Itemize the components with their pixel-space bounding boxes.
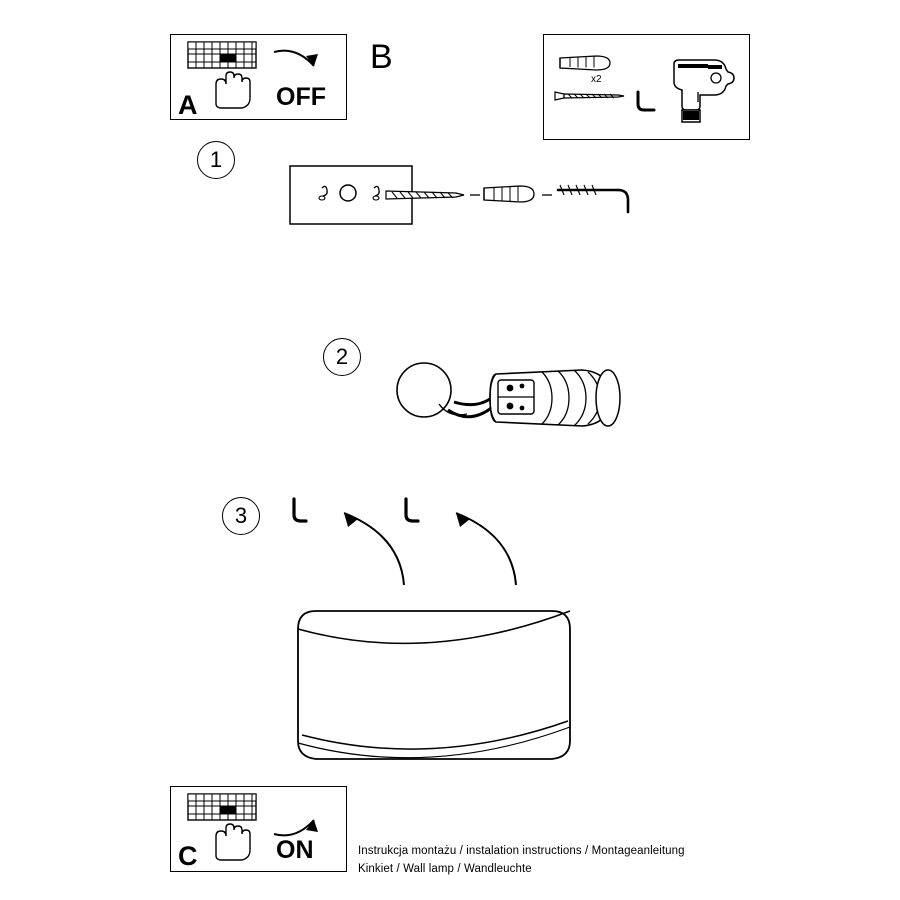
arrow-up-icon-c <box>268 796 328 840</box>
step-1-number: 1 <box>209 147 223 172</box>
step-3-number: 3 <box>234 503 248 528</box>
step-3-illustration <box>280 485 620 785</box>
circuit-breaker-panel-icon-c <box>186 792 266 862</box>
step-2-circle <box>323 338 361 376</box>
footer-caption <box>358 843 778 879</box>
circuit-breaker-panel-icon-a <box>186 40 266 110</box>
panel-b-label: B <box>370 38 393 76</box>
step-1-illustration <box>288 158 658 248</box>
wood-screw-icon <box>552 86 630 106</box>
footer-line-1: Instrukcja montażu / instalation instructions / Montageanleitung <box>358 845 685 857</box>
tools-quantity-label: x2 <box>591 74 602 85</box>
panel-a-label: A <box>178 90 198 120</box>
arrow-down-icon-a <box>268 44 328 86</box>
step-2-number: 2 <box>335 344 349 369</box>
power-drill-icon <box>664 52 742 128</box>
l-hook-icon <box>632 88 662 118</box>
step-3-circle <box>222 497 260 535</box>
state-on-label: ON <box>276 836 314 864</box>
state-off-label: OFF <box>276 83 326 111</box>
step-2-illustration <box>392 356 652 454</box>
panel-c-label: C <box>178 841 198 871</box>
step-1-circle <box>197 141 235 179</box>
footer-line-2: Kinkiet / Wall lamp / Wandleuchte <box>358 862 532 875</box>
wall-plug-icon <box>556 52 616 74</box>
